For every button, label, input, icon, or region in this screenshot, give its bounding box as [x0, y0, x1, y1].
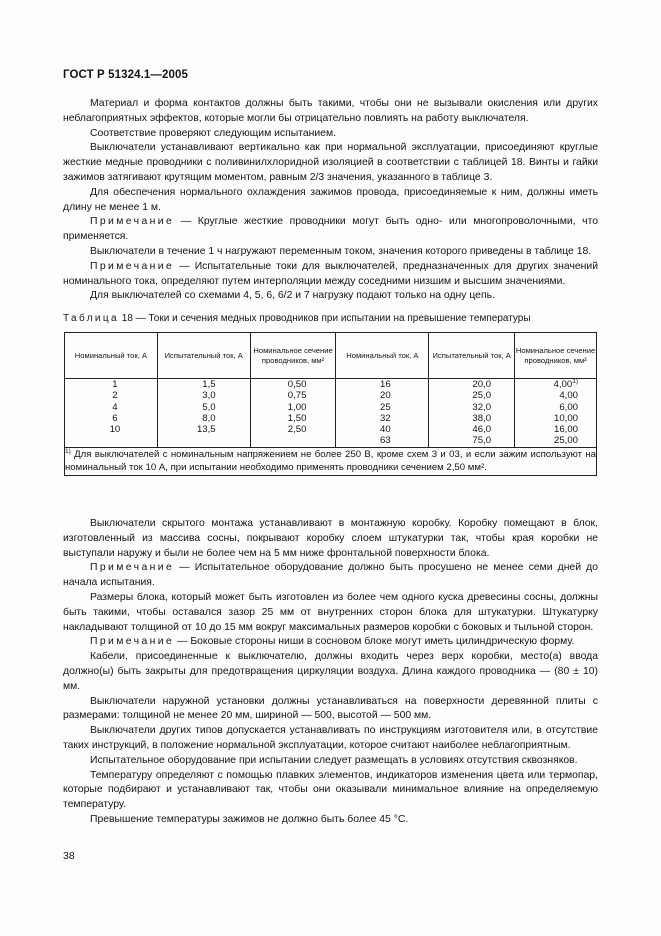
col-header: Испытательный ток, А — [429, 333, 515, 379]
table-cell: 1,00 — [287, 401, 307, 413]
table-cell: 1,5 — [202, 379, 216, 390]
col-section-right — [515, 379, 597, 448]
standard-header: ГОСТ Р 51324.1—2005 — [63, 69, 188, 81]
page-number: 38 — [63, 850, 75, 862]
note-label: Примечание — [90, 216, 175, 228]
footnote-ref: 1) — [572, 378, 578, 385]
col-rated-current-left — [65, 379, 158, 448]
table-cell: 1,50 — [287, 412, 307, 424]
note — [63, 215, 598, 245]
table-cell: 32 — [380, 412, 391, 424]
note-text: — Круглые жесткие проводники могут быть одно- или многопроволочными, что применяется. — [63, 216, 598, 243]
table-18 — [64, 332, 597, 476]
note-label: Примечание — [90, 562, 175, 574]
table-cell: 46,0 — [472, 424, 492, 436]
paragraph: Для обеспечения нормального охлаждения зажимов провода, присоединяемые к ним, должны иметь длину не менее 1 м. — [63, 186, 598, 213]
text-section-top — [63, 97, 598, 304]
table-cell: 25 — [380, 401, 391, 413]
table-cell: 20 — [380, 390, 391, 402]
col-header: Номинальное сечение проводников, мм² — [515, 333, 597, 379]
table-cell: 4 — [112, 401, 118, 413]
cell-value: 4,00 — [553, 379, 573, 390]
table-cell: 8,0 — [202, 412, 216, 424]
table-cell: 20,0 — [472, 379, 492, 390]
table-footnote — [65, 447, 597, 475]
table-caption-label: Таблица — [63, 313, 120, 324]
paragraph: Превышение температуры зажимов не должно быть более 45 °С. — [90, 813, 409, 825]
table-cell: 1 — [112, 379, 118, 390]
table-cell: 4,00 — [559, 390, 578, 402]
table-cell: 6 — [112, 412, 118, 424]
col-section-left — [250, 379, 336, 448]
table-cell: 6,00 — [559, 401, 578, 413]
paragraph: Выключатели в течение 1 ч нагружают переменным током, значения которого приведены в таблице 18. — [90, 245, 592, 257]
table-cell: 16,00 — [553, 424, 578, 436]
note-text: — Боковые стороны ниши в сосновом блоке могут иметь цилиндрическую форму. — [174, 636, 575, 648]
col-header: Номинальный ток, А — [65, 333, 158, 379]
table-cell — [515, 379, 596, 390]
table-caption-text: 18 — Токи и сечения медных проводников при испытании на превышение температуры — [119, 313, 531, 324]
table-cell: 63 — [380, 435, 391, 447]
table-cell: 2,50 — [287, 424, 307, 436]
paragraph: Выключатели наружной установки должны устанавливаться на поверхности деревянной плиты с размерами: толщиной не менее 20 мм, шириной — 500, высотой — 500 мм. — [63, 695, 598, 722]
col-header: Номинальное сечение проводников, мм² — [250, 333, 336, 379]
table-cell: 2 — [112, 390, 118, 402]
table-footnote-row — [65, 447, 597, 475]
table-header-row — [65, 333, 597, 379]
note — [63, 561, 598, 591]
paragraph: Выключатели других типов допускается устанавливать по инструкциям изготовителя или, в отсутствие таких инструкций, в положение нормальной эксплуатации, которое считают наиболее неблагоприятным. — [63, 725, 598, 751]
note-label: Примечание — [90, 260, 175, 272]
note — [63, 260, 598, 290]
table-cell: 5,0 — [202, 401, 216, 413]
table-cell: 0,50 — [287, 379, 307, 390]
table-body — [65, 379, 597, 448]
paragraph: Выключатели скрытого монтажа устанавливают в монтажную коробку. Коробку помещают в блок, изготовленный из массива сосны, покрывают коробку слоем штукатурки так, чтобы края коробки не выступали наружу и были не более чем на 5 мм ниже фронтальной поверхности блока. — [63, 518, 598, 559]
col-header: Испытательный ток, А — [157, 333, 250, 379]
note-text: — Испытательные токи для выключателей, предназначенных для других значений номинального тока, определяют путем интерполяции между соседними низшим и высшим значениями. — [63, 260, 598, 287]
table-caption — [63, 313, 531, 324]
paragraph: Температуру определяют с помощью плавких элементов, индикаторов изменения цвета или термопар, которые подбирают и устанавливают так, чтобы они оказывали минимальное влияние на определяемую температуру. — [63, 769, 598, 811]
col-rated-current-right — [336, 379, 429, 448]
table-cell: 16 — [380, 379, 391, 390]
footnote-mark: 1) — [65, 447, 71, 455]
text-section-bottom — [63, 517, 598, 828]
table-cell: 25,0 — [472, 390, 492, 402]
table-cell: 3,0 — [202, 390, 216, 402]
col-test-current-left — [157, 379, 250, 448]
table-cell: 32,0 — [472, 401, 492, 413]
paragraph: Кабели, присоединенные к выключателю, должны входить через верх коробки, место(а) ввода должно(ы) быть закрыты для предотвращения циркуляции воздуха. Длина каждого проводника — (80 ± 10) мм. — [63, 651, 598, 692]
note-text: — Испытательное оборудование должно быть просушено не менее семи дней до начала испытания. — [63, 562, 598, 589]
paragraph: Материал и форма контактов должны быть такими, чтобы они не вызывали окисления или других неблагоприятных эффектов, которые могли бы отрицательно повлиять на работу выключателя. — [63, 98, 598, 124]
table-cell: 25,00 — [553, 435, 578, 447]
paragraph: Испытательное оборудование при испытании следует размещать в условиях отсутствия сквозняков. — [90, 754, 578, 766]
paragraph: Размеры блока, который может быть изготовлен из более чем одного куска древесины сосны, должны быть такими, чтобы оставался зазор 25 мм от внутренних сторон блока для штукатурки. Штукатурку накладывают толщиной от 10 до 15 мм вокруг максимальных размеров коробки с боковых и тыльной сторон. — [63, 591, 598, 633]
table-cell: 40 — [380, 424, 391, 436]
note-label: Примечание — [90, 636, 175, 648]
table-cell: 38,0 — [472, 412, 492, 424]
table-cell: 75,0 — [472, 435, 492, 447]
col-header: Номинальный ток, А — [336, 333, 429, 379]
col-test-current-right — [429, 379, 515, 448]
paragraph: Для выключателей со схемами 4, 5, 6, 6/2 и 7 нагрузку подают только на одну цепь. — [90, 290, 495, 302]
footnote-text: Для выключателей с номинальным напряжением не более 250 В, кроме схем 3 и 03, и если зажим используют на номинальный ток 10 А, при испытании необходимо применять проводники сечением 2,50 мм². — [65, 448, 596, 474]
table-cell: 10,00 — [553, 412, 578, 424]
paragraph: Выключатели устанавливают вертикально как при нормальной эксплуатации, присоединяют круглые жесткие медные проводники с поливинилхлоридной изоляцией в соответствии с таблицей 18. Винты и гайки зажимов затягивают крутящим моментом, равным 2/3 значения, указанного в таблице 3. — [63, 142, 598, 183]
table-cell: 13,5 — [196, 424, 216, 436]
note — [63, 635, 598, 650]
paragraph: Соответствие проверяют следующим испытанием. — [90, 127, 336, 139]
table-cell: 10 — [109, 424, 121, 436]
table-cell: 0,75 — [287, 390, 307, 402]
